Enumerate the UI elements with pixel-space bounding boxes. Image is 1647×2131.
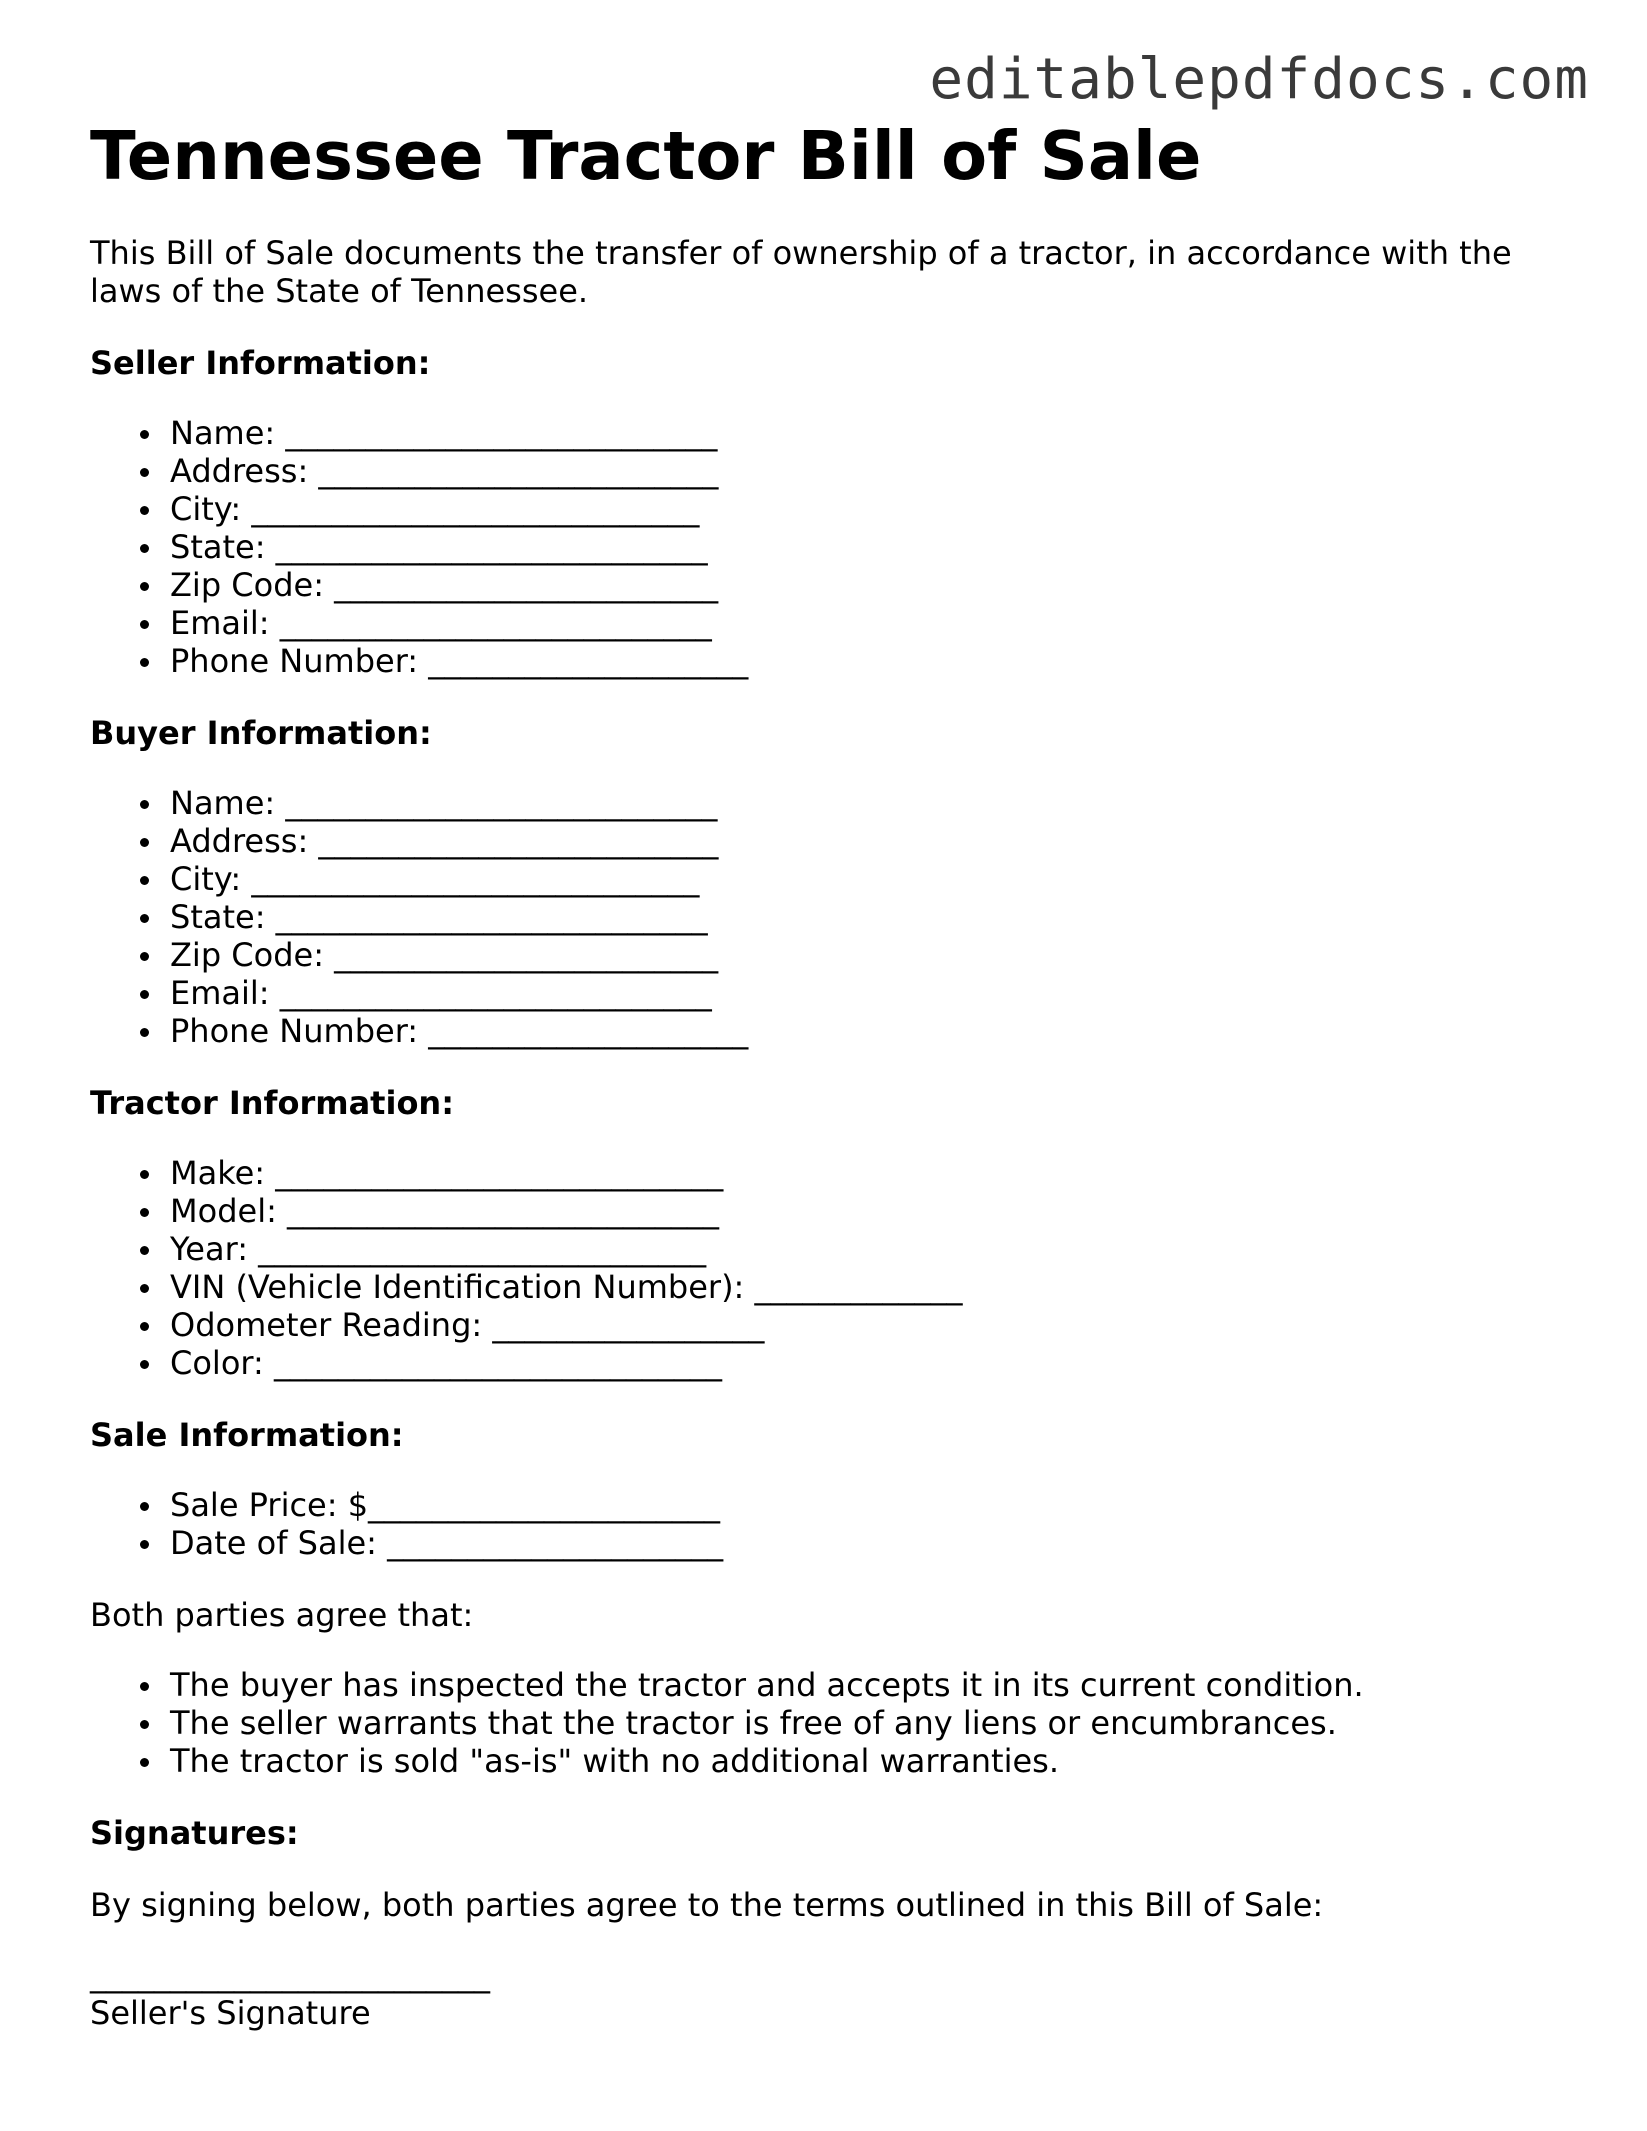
signatures-text: By signing below, both parties agree to the terms outlined in this Bill of Sale:	[90, 1886, 1324, 1925]
tractor-make-field[interactable]: Make: ____________________________	[170, 1154, 1570, 1192]
agreement-list	[90, 1666, 1570, 1780]
page-title: Tennessee Tractor Bill of Sale	[90, 117, 1202, 195]
buyer-zip-field[interactable]: Zip Code: ________________________	[170, 936, 1570, 974]
buyer-address-field[interactable]: Address: _________________________	[170, 822, 1570, 860]
sale-fields	[90, 1486, 1570, 1562]
seller-phone-field[interactable]: Phone Number: ____________________	[170, 642, 1570, 680]
signatures-heading: Signatures:	[90, 1814, 299, 1853]
tractor-heading: Tractor Information:	[90, 1084, 454, 1123]
sale-heading: Sale Information:	[90, 1416, 404, 1455]
tractor-color-field[interactable]: Color: ____________________________	[170, 1344, 1570, 1382]
sale-price-field[interactable]: Sale Price: $______________________	[170, 1486, 1570, 1524]
seller-fields	[90, 414, 1570, 680]
seller-address-field[interactable]: Address: _________________________	[170, 452, 1570, 490]
document-body	[90, 116, 1570, 2032]
buyer-fields	[90, 784, 1570, 1050]
agreement-item: The buyer has inspected the tractor and accepts it in its current condition.	[170, 1666, 1570, 1704]
tractor-odometer-field[interactable]: Odometer Reading: _________________	[170, 1306, 1570, 1344]
sale-date-field[interactable]: Date of Sale: _____________________	[170, 1524, 1570, 1562]
buyer-heading: Buyer Information:	[90, 714, 432, 753]
watermark: editablepdfdocs.com	[929, 47, 1589, 112]
buyer-email-field[interactable]: Email: ___________________________	[170, 974, 1570, 1012]
tractor-fields	[90, 1154, 1570, 1382]
tractor-vin-field[interactable]: VIN (Vehicle Identification Number): _____________	[170, 1268, 1570, 1306]
seller-heading: Seller Information:	[90, 344, 431, 383]
seller-state-field[interactable]: State: ___________________________	[170, 528, 1570, 566]
agreement-item: The seller warrants that the tractor is free of any liens or encumbrances.	[170, 1704, 1570, 1742]
buyer-state-field[interactable]: State: ___________________________	[170, 898, 1570, 936]
seller-signature-caption: Seller's Signature	[90, 1994, 371, 2033]
buyer-phone-field[interactable]: Phone Number: ____________________	[170, 1012, 1570, 1050]
seller-city-field[interactable]: City: ____________________________	[170, 490, 1570, 528]
seller-name-field[interactable]: Name: ___________________________	[170, 414, 1570, 452]
buyer-name-field[interactable]: Name: ___________________________	[170, 784, 1570, 822]
seller-signature-line[interactable]: _________________________	[90, 1956, 490, 1995]
seller-zip-field[interactable]: Zip Code: ________________________	[170, 566, 1570, 604]
agreement-intro: Both parties agree that:	[90, 1596, 474, 1635]
intro-paragraph: This Bill of Sale documents the transfer of ownership of a tractor, in accordance with the laws of the State of Tennessee.	[90, 234, 1512, 311]
buyer-city-field[interactable]: City: ____________________________	[170, 860, 1570, 898]
tractor-model-field[interactable]: Model: ___________________________	[170, 1192, 1570, 1230]
agreement-item: The tractor is sold "as-is" with no additional warranties.	[170, 1742, 1570, 1780]
seller-email-field[interactable]: Email: ___________________________	[170, 604, 1570, 642]
tractor-year-field[interactable]: Year: ____________________________	[170, 1230, 1570, 1268]
